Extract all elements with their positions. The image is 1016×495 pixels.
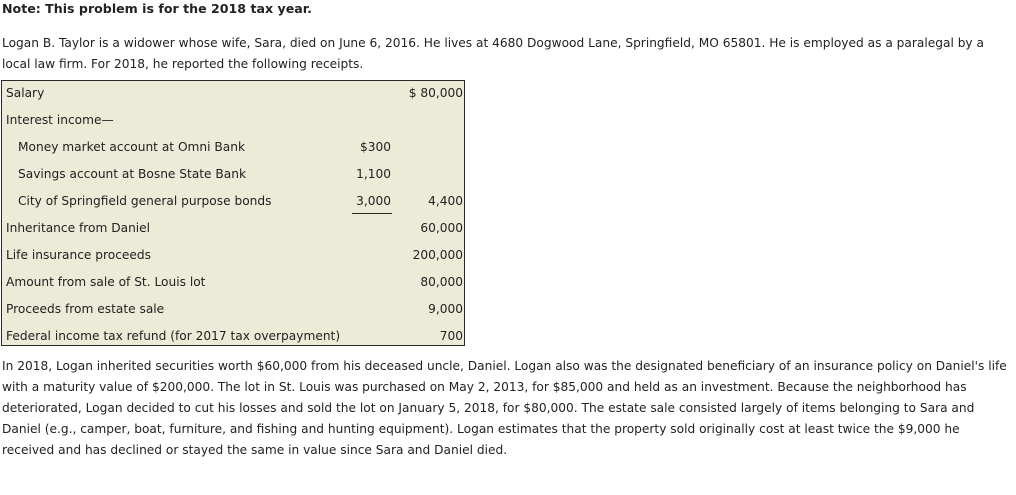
problem-note: Note: This problem is for the 2018 tax year. [2, 1, 312, 16]
receipt-amount: $ 80,000 [408, 86, 463, 100]
facts-paragraph: In 2018, Logan inherited securities worth $60,000 from his deceased uncle, Daniel. Logan also was the designated beneficiary of an insurance policy on Daniel's life with a maturity value of $200,000. The lot in St. Louis was purchased on May 2, 2013, for $85,000 and held as an investment. Because the neighborhood has deteriorated, Logan decided to cut his losses and sold the lot on January 5, 2018, for $80,000. The estate sale consisted largely of items belonging to Sara and Daniel (e.g., camper, boat, furniture, and fishing and hunting equipment). Logan estimates that the property sold originally cost at least twice the $9,000 he received and has declined or stayed the same in value since Sara and Daniel died. [2, 359, 1007, 457]
receipt-row-savings [2, 162, 464, 189]
receipt-label: Inheritance from Daniel [6, 221, 151, 235]
receipt-row-lot-sale [2, 270, 464, 297]
receipt-amount: 200,000 [412, 248, 463, 262]
receipt-label: Proceeds from estate sale [6, 302, 165, 316]
receipt-amount: 9,000 [428, 302, 463, 316]
receipt-row-salary [2, 81, 464, 108]
receipt-row-bonds [2, 189, 464, 216]
receipt-amount: 80,000 [420, 275, 463, 289]
receipt-amount: 4,400 [428, 194, 463, 208]
receipt-subamount: $300 [359, 140, 391, 154]
receipt-row-interest-income [2, 108, 464, 135]
receipt-label: City of Springfield general purpose bonds [18, 194, 272, 208]
receipt-label: Savings account at Bosne State Bank [18, 167, 247, 181]
receipt-label: Salary [6, 86, 45, 100]
subtotal-underline [352, 213, 392, 214]
receipt-label: Money market account at Omni Bank [18, 140, 246, 154]
intro-paragraph: Logan B. Taylor is a widower whose wife, Sara, died on June 6, 2016. He lives at 4680 Dogwood Lane, Springfield, MO 65801. He is employed as a paralegal by a local law firm. For 2018, he reported the following receipts. [2, 36, 984, 71]
receipt-row-money-market [2, 135, 464, 162]
receipt-amount: 700 [439, 329, 463, 343]
receipts-table [1, 80, 465, 346]
receipt-row-life-insurance [2, 243, 464, 270]
receipt-row-inheritance [2, 216, 464, 243]
receipt-label: Amount from sale of St. Louis lot [6, 275, 206, 289]
receipt-row-tax-refund [2, 324, 464, 351]
receipt-subamount: 3,000 [356, 194, 391, 208]
receipt-subamount: 1,100 [356, 167, 391, 181]
receipt-amount: 60,000 [420, 221, 463, 235]
receipt-row-estate-sale [2, 297, 464, 324]
receipt-label: Federal income tax refund (for 2017 tax overpayment) [6, 329, 341, 343]
receipt-label: Life insurance proceeds [6, 248, 152, 262]
receipt-label: Interest income— [6, 113, 114, 127]
